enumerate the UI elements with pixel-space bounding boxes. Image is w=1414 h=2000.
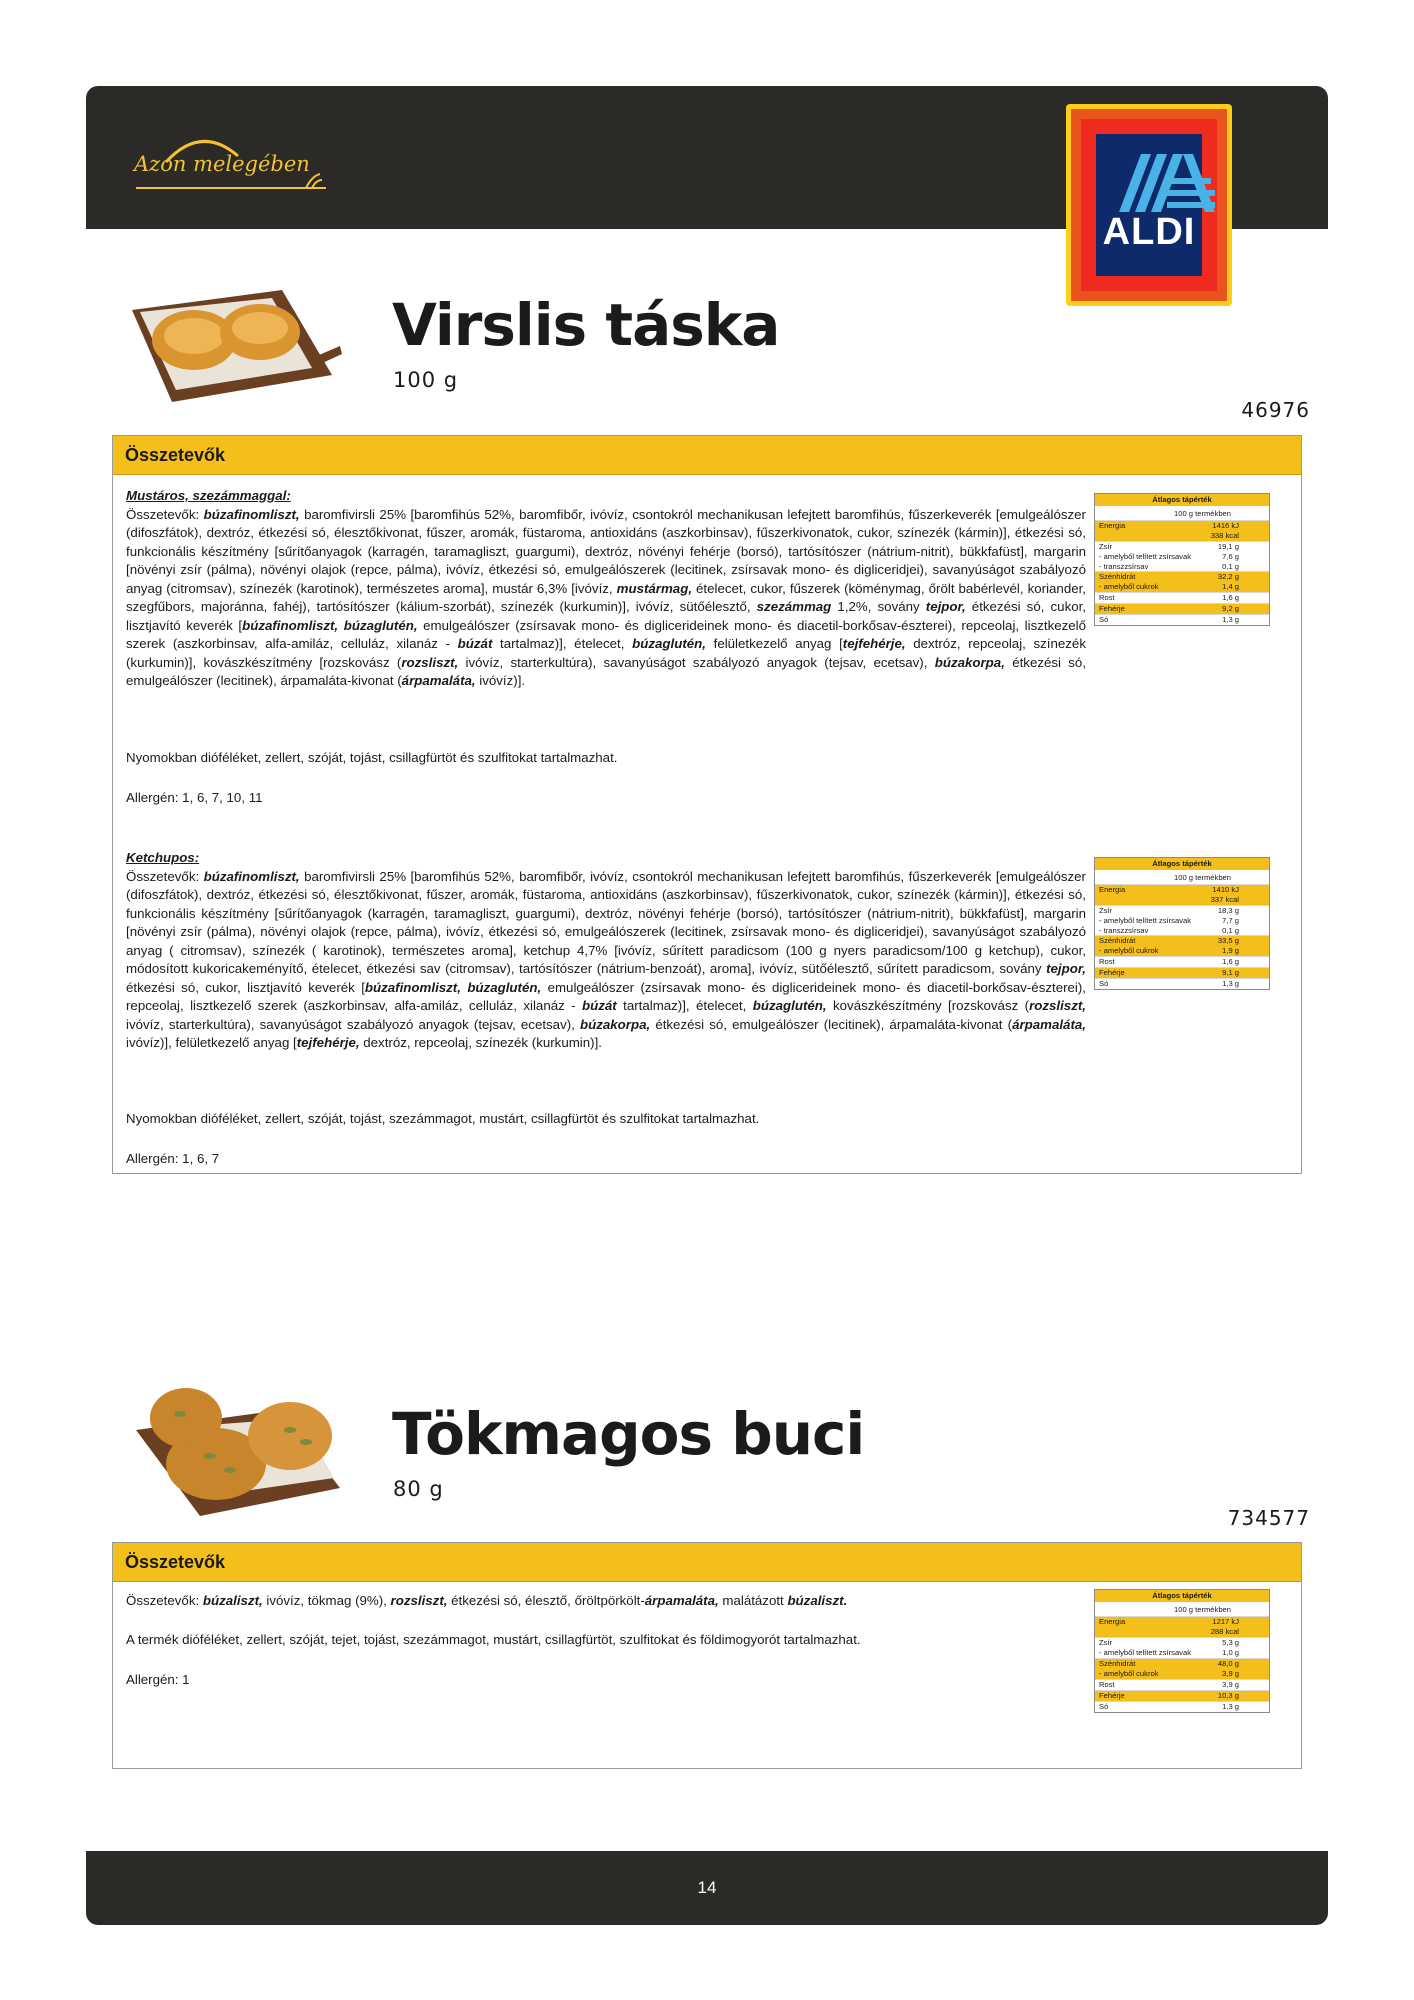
- nutrition-table: Átlagos tápérték 100 g termékben Energia 1410 kJ 337 kcal Zsír - amelyből telített zsírsavak - transzzsírsav 18,3 g 7,7 g 0,1 g Szénhidrát - amelyből cukrok 33,5 g 1,9 g Rost 1,6 g Fehérje 9,1 g Só 1,3 g: [1094, 857, 1270, 990]
- product-code: 46976: [1241, 398, 1310, 422]
- pastry-image: [112, 280, 342, 410]
- product-weight: 100 g: [393, 368, 459, 392]
- brand-logo: [126, 126, 326, 206]
- nutrition-table: Átlagos tápérték 100 g termékben Energia 1217 kJ 288 kcal Zsír - amelyből telített zsírsavak 5,3 g 1,0 g Szénhidrát - amelyből cukrok 48,0 g 3,9 g Rost 3,9 g Fehérje 10,3 g Só 1,3 g: [1094, 1589, 1270, 1713]
- ingredients-header: Összetevők: [113, 1543, 1301, 1582]
- product-title: Virslis táska: [392, 291, 780, 359]
- aldi-logo: [1066, 104, 1232, 306]
- variant-subtitle: Ketchupos:: [126, 850, 200, 865]
- ingredients-text-mustard: Mustáros, szezámmaggal: Összetevők: búzafinomliszt, baromfivirsli 25% [baromfihús 52%, baromfibőr, ivóvíz, csontokról mechanikusan lefejtett baromfihús, fűszerkeverék [emulgeálószer (difoszfátok), dextróz, étkezési só, élesztőkivonat, fűszer, aromák, füstaroma, antioxidáns (aszkorbinsav), fűszerkivonatok, cukor, színezék (kármin)], étkezési só, funkcionális készítmény [sűrítőanyagok (karragén, taramagliszt, guargumi), dextróz, növényi fehérje (borsó), tartósítószer (nátrium-nitrit), bükkfafüst], margarin [növényi zsír (pálma), növényi olajok (repce, pálma), ivóvíz, étkezési só, emulgeálószerek (lecitinek, zsírsavak mono- és digliceridjei), savanyúságot szabályozó anyag (citromsav), színezék (karotinok), természetes aroma], mustár 6,3% [ivóvíz, mustármag, ételecet, cukor, fűszerek (köménymag, őrölt babérlevél, koriander, szegfűbors, majoránna, fahéj), tartósítószer (kálium-szorbát), színezék (kurkumin)], ivóvíz, sütőélesztő, szezámmag 1,2%, sovány tejpor, étkezési só, cukor, lisztjavító keverék [búzafinomliszt, búzaglutén, emulgeálószer (zsírsavak mono- és diglicerideinek mono- és diacetil-borkősav-észterei), repceolaj, lisztkezelő szerek (aszkorbinsav, alfa-amiláz, celluláz, xilanáz - búzát tartalmaz)], ételecet, búzaglutén, felületkezelő anyag [tejfehérje, dextróz, repceolaj, színezék (kurkumin)], kovászkészítmény [rozskovász (rozsliszt, ivóvíz, starterkultúra), savanyúságot szabályozó anyagok (tejsav, ecetsav), búzakorpa, étkezési só, emulgeálószer (lecitinek), árpamaláta-kivonat (árpamaláta, ivóvíz)].: [126, 488, 1087, 688]
- ingredients-text-bun: Összetevők: búzaliszt, ivóvíz, tökmag (9%), rozsliszt, étkezési só, élesztő, őröltpörkölt-árpamaláta, malátázott búzaliszt.: [126, 1593, 848, 1608]
- ingredients-header: Összetevők: [113, 436, 1301, 475]
- bun-image: [130, 1370, 350, 1520]
- allergens-text: Allergén: 1, 6, 7, 10, 11: [126, 790, 263, 805]
- traces-text: A termék dióféléket, zellert, szóját, tejet, tojást, szezámmagot, mustárt, csillagfürtöt, szulfitokat és földimogyorót tartalmazhat.: [126, 1632, 861, 1647]
- traces-text: Nyomokban dióféléket, zellert, szóját, tojást, szezámmagot, mustárt, csillagfürtöt és szulfitokat tartalmazhat.: [126, 1111, 760, 1126]
- variant-subtitle: Mustáros, szezámmaggal:: [126, 488, 291, 503]
- traces-text: Nyomokban dióféléket, zellert, szóját, tojást, csillagfürtöt és szulfitokat tartalmazhat.: [126, 750, 618, 765]
- allergens-text: Allergén: 1, 6, 7: [126, 1151, 220, 1166]
- product-weight: 80 g: [393, 1477, 444, 1501]
- footer-bar: [86, 1851, 1328, 1925]
- allergens-text: Allergén: 1: [126, 1672, 190, 1687]
- aldi-logo-text: ALDI: [1102, 211, 1196, 253]
- nutrition-table: Átlagos tápérték 100 g termékben Energia 1416 kJ 338 kcal Zsír - amelyből telített zsírsavak - transzzsírsav 19,1 g 7,6 g 0,1 g Szénhidrát - amelyből cukrok 32,2 g 1,4 g Rost 1,6 g Fehérje 9,2 g Só 1,3 g: [1094, 493, 1270, 626]
- product-title: Tökmagos buci: [392, 1400, 865, 1468]
- brand-text: Azon melegében: [134, 152, 310, 176]
- ingredients-text-ketchup: Ketchupos: Összetevők: búzafinomliszt, baromfivirsli 25% [baromfihús 52%, baromfibőr, ivóvíz, csontokról mechanikusan lefejtett baromfihús, fűszerkeverék [emulgeálószer (difoszfátok), dextróz, étkezési só, élesztőkivonat, fűszer, aromák, füstaroma, antioxidáns (aszkorbinsav), fűszerkivonatok, cukor, színezék (kármin)], étkezési só, funkcionális készítmény [sűrítőanyagok (karragén, taramagliszt, guargumi), dextróz, növényi fehérje (borsó), tartósítószer (nátrium-nitrit), bükkfafüst], margarin [növényi zsír (pálma), növényi olajok (repce, pálma), ivóvíz, étkezési só, emulgeálószerek (lecitinek, zsírsavak mono- és digliceridjei), savanyúságot szabályozó anyag ( citromsav), színezék ( karotinok), természetes aroma], ketchup 4,7% [ivóvíz, sűrített paradicsom (100 g nyers paradicsom/100 g ketchup), cukor, módosított kukoricakeményítő, ételecet, étkezési sav (citromsav), tartósítószer (nátrium-benzoát), aroma], ivóvíz, sütőélesztő, sűrített paradicsom, sovány tejpor, étkezési só, cukor, lisztjavító keverék [búzafinomliszt, búzaglutén, emulgeálószer (zsírsavak mono- és diglicerideinek mono- és diacetil-borkősav-észterei), repceolaj, lisztkezelő szerek (aszkorbinsav, alfa-amiláz, celluláz, xilanáz - búzát tartalmaz)], ételecet, búzaglutén, kovászkészítmény [rozskovász (rozsliszt, ivóvíz, starterkultúra), savanyúságot szabályozó anyagok (tejsav, ecetsav), búzakorpa, étkezési só, emulgeálószer (lecitinek), árpamaláta-kivonat (árpamaláta, ivóvíz)], felületkezelő anyag [tejfehérje, dextróz, repceolaj, színezék (kurkumin)].: [126, 850, 1086, 1050]
- page-number: 14: [697, 1878, 717, 1897]
- product-code: 734577: [1227, 1506, 1310, 1530]
